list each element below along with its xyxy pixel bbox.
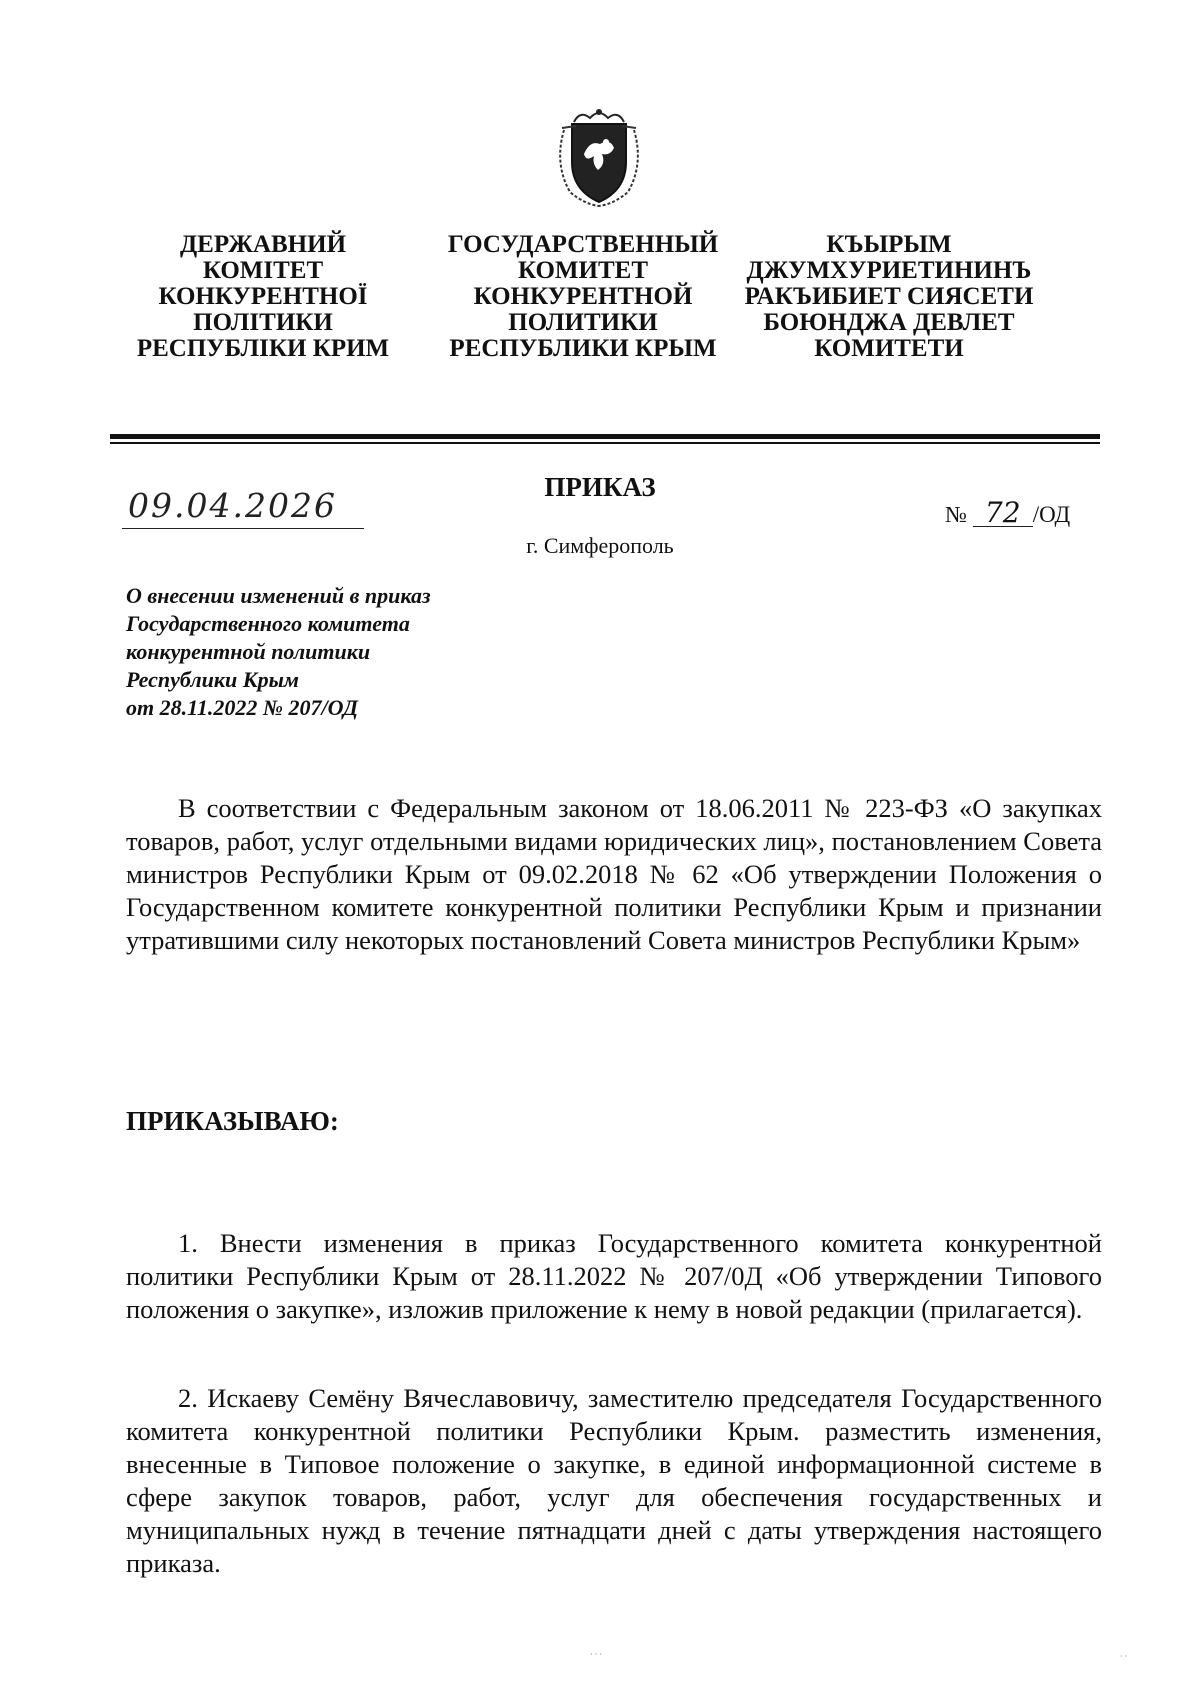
order-item-2: 2. Искаеву Семёну Вячеславовичу, заместителю председателя Государственного комитета конкурентной политики Республики Крым. разместить изменения, внесенные в Типовое положение о закупке, в единой информационной системе в сфере закупок товаров, работ, услуг для обеспечения государственных и муниципальных нужд в течение пятнадцати дней с даты утверждения настоящего приказа. bbox=[126, 1383, 1102, 1578]
date-underline bbox=[122, 528, 364, 529]
handwritten-date: 09.04.2026 bbox=[128, 486, 337, 525]
header-ukrainian: ДЕРЖАВНИЙ КОМІТЕТ КОНКУРЕНТНОЇ ПОЛІТИКИ РЕСПУБЛІКИ КРИМ bbox=[136, 231, 390, 362]
scan-speck: · · bbox=[1120, 1652, 1128, 1661]
number-suffix: /ОД bbox=[1032, 502, 1071, 527]
document-city: г. Симферополь bbox=[526, 533, 674, 558]
header-russian: ГОСУДАРСТВЕННЫЙ КОМИТЕТ КОНКУРЕНТНОЙ ПОЛИТИКИ РЕСПУБЛИКИ КРЫМ bbox=[447, 231, 719, 362]
header-divider-thin bbox=[110, 442, 1100, 444]
basis-paragraph: В соответствии с Федеральным законом от 18.06.2011 № 223-ФЗ «О закупках товаров, работ, услуг отдельными видами юридических лиц», постановлением Совета министров Республики Крым от 09.02.2018 № 62 «Об утверждении Положения о Государственном комитете конкурентной политики Республики Крым и признании утратившими силу некоторых постановлений Совета министров Республики Крым» bbox=[126, 793, 1102, 955]
handwritten-number: 72 bbox=[973, 500, 1033, 527]
document-type-title: ПРИКАЗ bbox=[544, 472, 656, 502]
document-subject: О внесении изменений в приказ Государственного комитета конкурентной политики Республики Крым от 28.11.2022 № 207/ОД bbox=[126, 583, 431, 720]
order-heading: ПРИКАЗЫВАЮ: bbox=[126, 1106, 339, 1136]
header-divider-thick bbox=[110, 434, 1100, 439]
document-number bbox=[945, 496, 1071, 529]
header-crimean-tatar: КЪЫРЫМ ДЖУМХУРИЕТИНИНЪ РАКЪИБИЕТ СИЯСЕТИ БОЮНДЖА ДЕВЛЕТ КОМИТЕТИ bbox=[744, 231, 1034, 362]
number-prefix: № bbox=[945, 502, 967, 527]
scan-speck: · · · bbox=[590, 1650, 602, 1659]
crimea-coat-of-arms-icon bbox=[540, 104, 658, 208]
order-item-1: 1. Внести изменения в приказ Государственного комитета конкурентной политики Республики Крым от 28.11.2022 № 207/0Д «Об утверждении Типового положения о закупке», изложив приложение к нему в новой редакции (прилагается). bbox=[126, 1228, 1102, 1324]
